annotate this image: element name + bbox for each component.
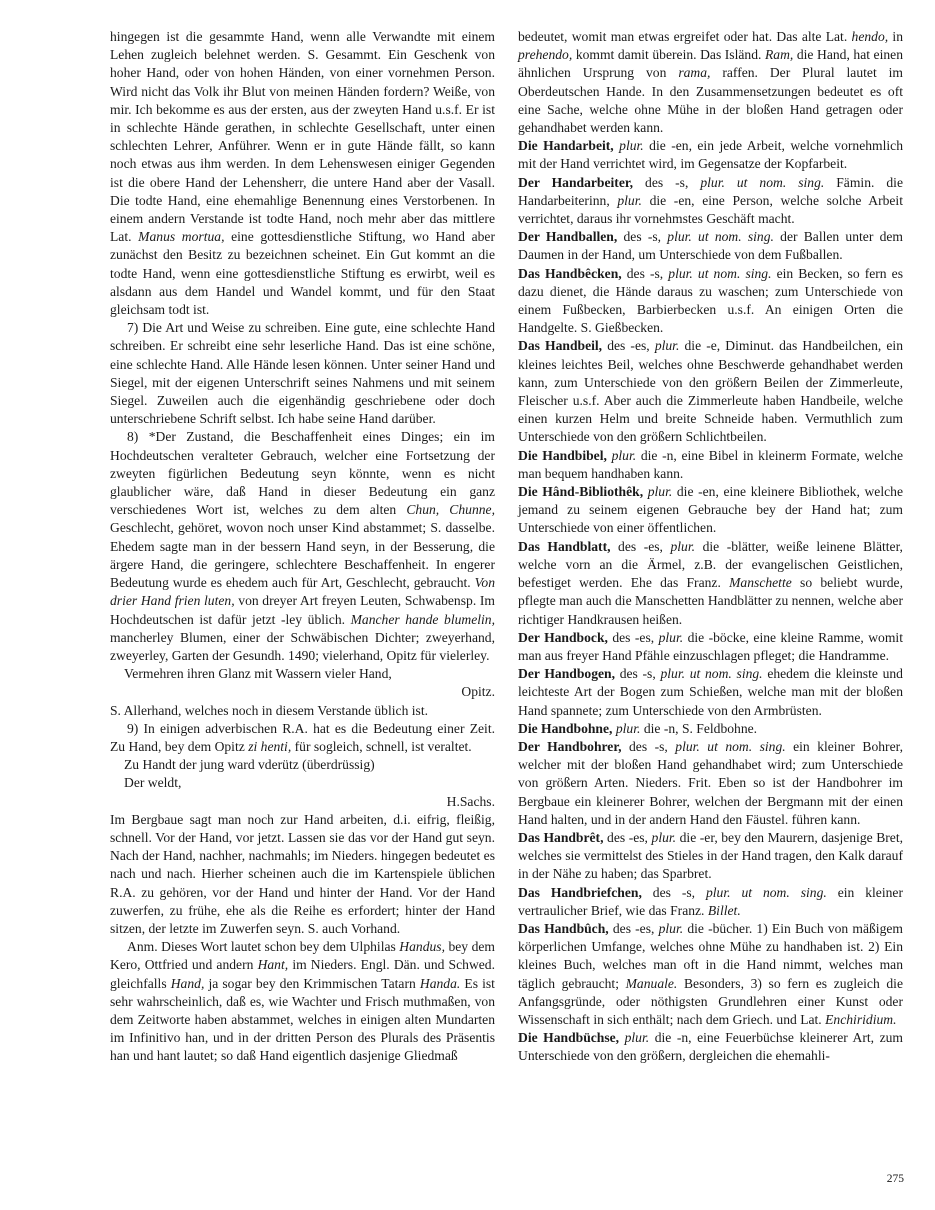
italic-term: plur. ut nom. sing. xyxy=(668,265,772,281)
italic-term: Chun, Chunne, xyxy=(406,502,495,518)
text: die -bücher. 1) Ein Buch von mäßigem körperlichen Umfange, welches ohne Mühe zu handhaben ist. 2) Ein kleines Buch, welches man oft in die Hand nimmt, welches man täglich gebraucht; xyxy=(518,920,903,991)
entry-handbuechse xyxy=(518,1029,903,1065)
text: die -n, eine Bibel in kleinerm Formate, welche man bequem handhaben kann. xyxy=(518,447,903,481)
headword: Das Handblatt, xyxy=(518,538,611,554)
headword: Der Handbohrer, xyxy=(518,738,622,754)
paragraph-allerhand: S. Allerhand, welches noch in diesem Verstande üblich ist. xyxy=(110,702,429,718)
italic-term: plur. ut nom. sing. xyxy=(667,229,774,245)
italic-term: plur. ut nom. sing. xyxy=(660,666,763,682)
italic-term: Enchiridium. xyxy=(825,1011,897,1027)
verse-citation-sachs: H.Sachs. xyxy=(446,793,495,809)
text: die -en, eine kleinere Bibliothek, welche jemand zu seinem eigenen Gebrauche bey der Hand hat; zum Unterschiede von einer öffentlichen. xyxy=(518,484,903,536)
headword: Die Hând-Bibliothêk, xyxy=(518,484,644,500)
paragraph-sense-7 xyxy=(110,319,495,428)
text: ein kleiner vertraulicher Brief, wie das Franz. xyxy=(518,884,903,918)
text: für sogleich, schnell, ist veraltet. xyxy=(294,738,472,754)
text: die -en, eine Person, welche solche Arbeit verrichtet, daraus ihr vornehmstes Geschäft macht. xyxy=(518,192,903,227)
entry-handbeil xyxy=(518,337,903,446)
headword: Die Handbohne, xyxy=(518,720,613,736)
text: des -es, xyxy=(607,829,648,845)
text: die -en, ein jede Arbeit, welche vornehmlich mit der Hand verrichtet wird, im Gegensatze der Kopfarbeit. xyxy=(518,138,903,172)
text: die -e, Diminut. das Handbeilchen, ein kleines leichtes Beil, welches ohne Beschwerde gehandhabet werden kann, zum Unterschiede von den größern Beilen der Zimmerleute, Fleischer u.s.f. Aber auch die Zimmerleute haben Handbeile, welche einen kurzen Helm und breite Schneide haben. Vermuthlich zum Unterschiede von den größern Schlichtbeilen. xyxy=(518,338,903,445)
italic-term: plur. xyxy=(624,1030,650,1046)
paragraph-bergbau: Im Bergbaue sagt man noch zur Hand arbeiten, d.i. eifrig, fleißig, schnell. Vor der Hand, vor jetzt. Lassen sie das vor der Hand gut seyn. Nach der Hand, nachher, nachmahls; im Nieders. hingegen bedeutet es nach und nach. Hierher scheinen auch die im Kartenspiele üblichen R.A. zu gehören, vor der Hand und hinter der Hand. Vor der Hand zuwerfen, zu frühe, ehe als die Reihe es erfordert; hinter der Hand sitzen, der letzte im Zuwerfen seyn. S. auch Vorhand. xyxy=(110,811,495,936)
text: 8) *Der Zustand, die Beschaffenheit eines Dinges; ein im Hochdeutschen veralteter Gebrauch, welcher eine Fortsetzung der zweyten figürlichen Bedeutung seyn könnte, wenn es nicht glaublicher wäre, daß Hand in dieser Bedeutung ein ganz verschiedenes Wort ist, welches zu dem alten xyxy=(110,429,495,518)
entry-handbohne xyxy=(518,720,903,738)
entry-handbret xyxy=(518,829,903,884)
headword: Das Handbêcken, xyxy=(518,265,622,281)
italic-term: Manuale. xyxy=(625,975,678,991)
text: Geschlecht, gehöret, wovon noch unser Kind abstammet; S. dasselbe. Ehedem sagte man in der bessern Hand seyn, in der Besserung, die ärgere Hand, die geringere, schlechtere Beschaffenheit. In engerer Bedeutung wurde es ehedem auch für Art, Geschlecht, gebraucht. xyxy=(110,520,495,591)
entry-handbock xyxy=(518,629,903,665)
paragraph-continuation xyxy=(518,28,903,137)
right-column xyxy=(518,28,903,1066)
headword: Die Handbibel, xyxy=(518,447,607,463)
text: die -böcke, eine kleine Ramme, womit man aus freyer Hand Pfähle einzuschlagen pfleget; die Handramme. xyxy=(518,629,903,663)
italic-term: Ram, xyxy=(764,47,794,63)
text: raffen. Der Plural lautet im Oberdeutschen Hande. In den Zusammensetzungen bedeutet es oft eine Sache, welche ohne Mühe in der bloßen Hand getragen oder gehandhabet werden kann. xyxy=(518,65,903,136)
text: bey dem Kero, Ottfried und andern xyxy=(110,939,495,973)
italic-term: plur. xyxy=(658,920,684,936)
italic-term: plur. xyxy=(619,138,644,154)
text: ehedem die kleinste und leichteste Art der Bogen zum Schießen, welche man mit der bloßen Hand spannete; zum Unterschiede von den Armbrüsten. xyxy=(518,666,903,718)
italic-term: plur. xyxy=(611,447,637,463)
text: die -n, eine Feuerbüchse kleinerer Art, zum Unterschiede von den größern, dergleichen die ehemahli- xyxy=(518,1030,903,1064)
entry-handarbeiter xyxy=(518,174,903,229)
paragraph-anmerkung xyxy=(110,938,495,1065)
italic-term: Handa. xyxy=(419,975,461,991)
text: des -s, xyxy=(623,229,662,245)
italic-term: prehendo, xyxy=(518,47,573,63)
italic-term: Manus mortua, xyxy=(138,229,225,245)
text: von dreyer Art freyen Leuten, Schwabensp. Im Hochdeutschen ist dafür jetzt -ley üblich. xyxy=(110,593,495,627)
entry-handarbeit xyxy=(518,137,903,173)
italic-term: Von drier Hand frien luten, xyxy=(110,575,495,609)
text: Fämin. die Handarbeiterinn, xyxy=(518,174,903,208)
text: die -blätter, weiße leinene Blätter, welche vorn an die Ärmel, z.B. der evangelischen Geistlichen, befestiget werden. Ehe das Franz. xyxy=(518,538,903,591)
text: eine gottesdienstliche Stiftung, wo Hand aber zunächst den Besitz zu bezeichnen scheinet. Ein Gut kommt an die todte Hand, wenn eine gottesdienstliche Stiftung es erwirbt, weil es alsdann aus dem Handel und Wandel kommt, und für den Staat gleichsam todt ist. xyxy=(110,229,495,318)
text: des -es, xyxy=(612,629,655,645)
left-column xyxy=(110,28,495,1066)
text: die -er, bey den Maurern, dasjenige Bret, welches sie vermittelst des Stieles in der Hand tragen, den Kalk darauf in der Nähe zu haben; das Sparbret. xyxy=(518,829,903,882)
entry-handbriefchen xyxy=(518,884,903,920)
text: des -s, xyxy=(626,265,664,281)
italic-term: Hant, xyxy=(257,957,289,973)
italic-term: plur. ut nom. sing. xyxy=(700,174,825,190)
entry-hand-bibliothek xyxy=(518,483,903,538)
headword: Der Handbock, xyxy=(518,629,608,645)
italic-term: Manschette xyxy=(729,575,792,591)
italic-term: plur. xyxy=(617,192,642,208)
italic-term: hendo, xyxy=(851,29,889,44)
text: kommt damit überein. Das Isländ. xyxy=(575,47,762,63)
italic-term: Billet. xyxy=(707,902,741,918)
italic-term: Handus, xyxy=(399,939,445,955)
text: des -s, xyxy=(628,738,668,754)
text: des -es, xyxy=(607,338,650,354)
entry-handballen xyxy=(518,228,903,264)
text: Es ist sehr wahrscheinlich, daß es, wie Wachter und Frisch muthmaßen, von dem Zeitworte haben abstammet, welches in einigen alten Mundarten im Infinitivo han, und in der dritten Person des Plurals des Präsentis han und hant lautet; so daß Hand eigentlich dasjenige Gliedmaß xyxy=(110,975,495,1064)
headword: Das Handbûch, xyxy=(518,920,609,936)
text: ein kleiner Bohrer, welcher mit der bloßen Hand gehandhabet wird; zum Unterschiede von größern Arten. Nieders. Frit. Eben so ist der Handbohrer im Bergbaue ein kleinerer Bohrer, welchen der Bergmann mit der einen Hand halten, und in der andern Hand den Fäustel. führen kann. xyxy=(518,738,903,827)
text: im Nieders. Engl. Dän. und Schwed. gleichfalls xyxy=(110,957,495,991)
headword: Das Handbeil, xyxy=(518,338,603,354)
text: des -s, xyxy=(652,884,696,900)
entry-handbecken xyxy=(518,265,903,338)
text: ein Becken, so fern es dazu dienet, die Hände daraus zu waschen; zum Unterschiede von einem Fußbecken, Barbierbecken u.s.f. An einigen Orten die Handgelte. S. Gießbecken. xyxy=(518,265,903,336)
headword: Der Handarbeiter, xyxy=(518,174,634,190)
text: des -es, xyxy=(618,538,663,554)
text: des -s, xyxy=(645,174,689,190)
text: die -n, S. Feldbohne. xyxy=(643,720,758,736)
text: 9) In einigen adverbischen R.A. hat es die Bedeutung einer Zeit. Zu Hand, bey dem Opitz xyxy=(110,720,495,754)
entry-handbibel xyxy=(518,447,903,483)
text: mancherley Blumen, einer der Schwäbischen Dichter; zweyerhand, zweyerley, Garten der Gesundh. 1490; vielerhand, Opitz für vielerley. xyxy=(110,629,495,663)
italic-term: plur. xyxy=(654,338,680,354)
text: 7) Die Art und Weise zu schreiben. Eine gute, eine schlechte Hand schreiben. Er schreibt eine sehr leserliche Hand. Das ist eine schöne, eine schlechte Hand. Alle Hände lesen können. Unter seiner Hand und Siegel, mit der eigenen Unterschrift seines Nahmens und mit seinem Siegel. Zuweilen auch die eigenhändig geschriebene oder doch unterschriebene Schrift selbst. Ich habe seine Hand darüber. xyxy=(110,320,495,427)
verse-quote-sachs-line-1: Zu Handt der jung ward vderütz (überdrüssig) xyxy=(124,757,375,773)
text: in xyxy=(892,29,903,44)
italic-term: plur. ut nom. sing. xyxy=(705,884,827,900)
page-number: 275 xyxy=(886,1173,904,1185)
headword: Der Handballen, xyxy=(518,229,618,245)
italic-term: zi henti, xyxy=(248,738,292,754)
headword: Das Handbrêt, xyxy=(518,829,604,845)
entry-handbogen xyxy=(518,665,903,720)
italic-term: Mancher hande blumelin, xyxy=(350,611,495,627)
text: der Ballen unter dem Daumen in der Hand, um Unterschiede von dem Fußballen. xyxy=(518,229,903,263)
italic-term: rama, xyxy=(678,65,711,81)
entry-handblatt xyxy=(518,538,903,629)
headword: Der Handbogen, xyxy=(518,666,615,682)
text: des -s, xyxy=(619,666,656,682)
italic-term: plur. xyxy=(615,720,641,736)
entry-handbuch xyxy=(518,920,903,1029)
italic-term: plur. ut nom. sing. xyxy=(675,738,786,754)
text: bedeutet, womit man etwas ergreifet oder hat. Das alte Lat. xyxy=(518,29,848,44)
italic-term: plur. xyxy=(647,484,673,500)
verse-quote-opitz: Vermehren ihren Glanz mit Wassern vieler Hand, xyxy=(124,666,392,682)
italic-term: plur. xyxy=(670,538,696,554)
italic-term: plur. xyxy=(658,629,684,645)
headword: Das Handbriefchen, xyxy=(518,884,642,900)
text: hingegen ist die gesammte Hand, wenn alle Verwandte mit einem Lehen zugleich belehnet werden. S. Gesammt. Ein Geschenk von hoher Hand, oder von hohen Händen, von einer vornehmen Person. Wird nicht das Volk ihr Blut von meinen Händen fordern? Weiße, von mir. Ich bekomme es aus der ersten, aus der zweyten Hand u.s.f. Er ist in schlechte Hände gerathen, in schlechte Gesellschaft, unter einen schlechten Lehrer, Anführer. Wenn er in gute Hände fällt, so kann noch etwas aus ihm werden. In dem Lehenswesen einiger Gegenden ist die obere Hand der Lehensherr, die untere Hand aber der Vasall. Die todte Hand, eine ehemahlige Benennung eines Verstorbenen. In einem andern Verstande ist todte Hand, noch mehr aber das mittlere Lat. xyxy=(110,29,495,245)
headword: Die Handarbeit, xyxy=(518,138,614,154)
paragraph-hand-lehen xyxy=(110,28,495,319)
verse-quote-sachs-line-2: Der weldt, xyxy=(124,775,182,791)
italic-term: plur. xyxy=(651,829,677,845)
entry-handbohrer xyxy=(518,738,903,829)
paragraph-sense-9 xyxy=(110,720,495,756)
verse-citation-opitz: Opitz. xyxy=(461,684,495,700)
text: des -es, xyxy=(612,920,655,936)
text: so beliebt wurde, pflegte man auch die Manschetten Handblätter zu nennen, welche aber richtiger Handkrausen heißen. xyxy=(518,575,903,627)
text: die Hand, hat einen ähnlichen Ursprung von xyxy=(518,47,903,81)
paragraph-sense-8 xyxy=(110,428,495,665)
text: Besonders, 3) so fern es zugleich die Anfangsgründe, oder nöthigsten Grundlehren einer Kunst oder Wissenschaft in sich enthält; nach dem Griech. und Lat. xyxy=(518,975,903,1027)
italic-term: Hand, xyxy=(170,975,205,991)
headword: Die Handbüchse, xyxy=(518,1030,620,1046)
text: ja sogar bey den Krimmischen Tatarn xyxy=(208,975,416,991)
text: Anm. Dieses Wort lautet schon bey dem Ulphilas xyxy=(127,939,396,955)
